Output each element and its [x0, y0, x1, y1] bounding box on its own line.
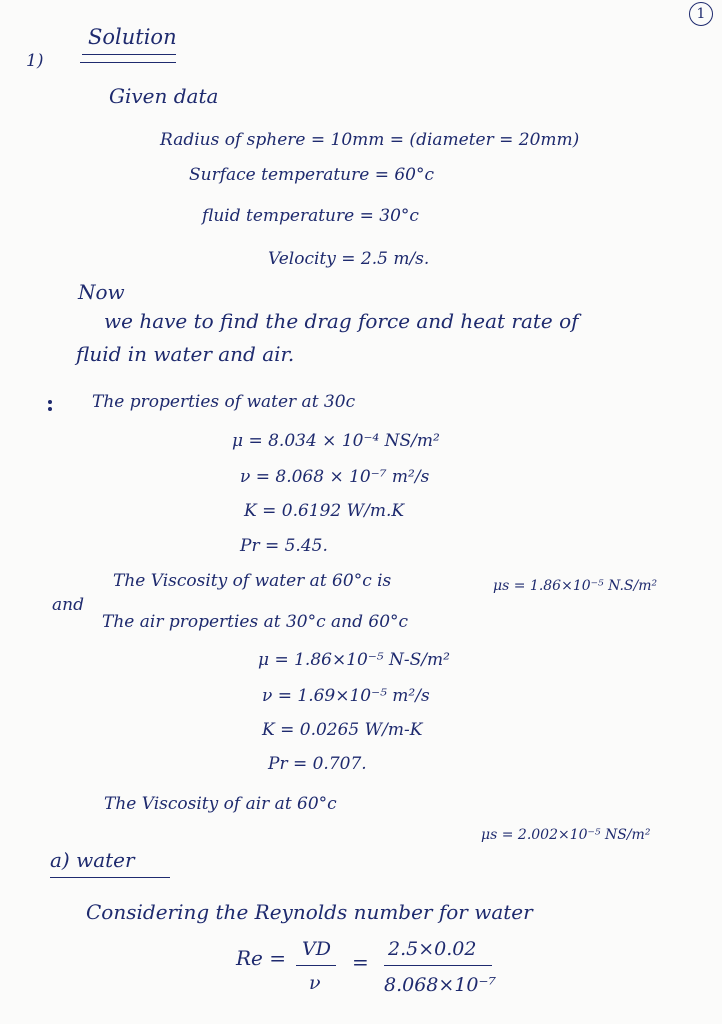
reynolds-intro: Considering the Reynolds number for water: [86, 900, 533, 924]
water-surface-viscosity: μs = 1.86×10⁻⁵ N.S/m²: [493, 578, 658, 594]
and-label: and: [52, 595, 84, 615]
bullet-dot: [48, 400, 52, 404]
now-label: Now: [78, 280, 125, 304]
fraction-bar: [384, 965, 492, 966]
fraction-bar: [296, 965, 336, 966]
problem-number: 1): [26, 51, 44, 71]
fluid-temperature-line: fluid temperature = 30°c: [202, 206, 419, 226]
air-kinematic-viscosity: ν = 1.69×10⁻⁵ m²/s: [262, 686, 430, 706]
reynolds-lhs: Re =: [236, 946, 287, 970]
page-number-badge: 1: [689, 2, 713, 26]
water-dynamic-viscosity: μ = 8.034 × 10⁻⁴ NS/m²: [232, 431, 440, 451]
water-properties-title: The properties of water at 30c: [92, 392, 356, 412]
surface-temperature-line: Surface temperature = 60°c: [189, 165, 435, 185]
water-viscosity-60-label: The Viscosity of water at 60°c is: [113, 571, 392, 591]
fraction-numerator: 2.5×0.02: [388, 938, 477, 960]
task-line-2: fluid in water and air.: [76, 342, 295, 366]
fraction-denominator: 8.068×10⁻⁷: [384, 974, 497, 996]
heading-underline-1: [82, 54, 176, 55]
water-prandtl-number: Pr = 5.45.: [240, 536, 328, 556]
equals-sign: =: [352, 950, 369, 974]
part-a-underline: [50, 877, 170, 878]
air-viscosity-60-label: The Viscosity of air at 60°c: [104, 794, 337, 814]
task-line-1: we have to find the drag force and heat rate of: [104, 309, 579, 333]
water-kinematic-viscosity: ν = 8.068 × 10⁻⁷ m²/s: [240, 467, 430, 487]
fraction-denominator: ν: [309, 972, 321, 994]
page-title: Solution: [88, 25, 177, 49]
velocity-line: Velocity = 2.5 m/s.: [268, 249, 430, 269]
part-a-heading: a) water: [50, 848, 135, 872]
air-thermal-conductivity: K = 0.0265 W/m-K: [262, 720, 423, 740]
air-surface-viscosity: μs = 2.002×10⁻⁵ NS/m²: [481, 827, 651, 843]
air-prandtl-number: Pr = 0.707.: [268, 754, 367, 774]
fraction-numerator: VD: [302, 938, 331, 960]
radius-line: Radius of sphere = 10mm = (diameter = 20mm): [160, 130, 580, 150]
bullet-dot: [48, 407, 52, 411]
given-data-label: Given data: [109, 84, 219, 108]
air-dynamic-viscosity: μ = 1.86×10⁻⁵ N-S/m²: [258, 650, 450, 670]
heading-underline-2: [80, 62, 176, 63]
air-properties-title: The air properties at 30°c and 60°c: [102, 612, 409, 632]
water-thermal-conductivity: K = 0.6192 W/m.K: [244, 501, 405, 521]
